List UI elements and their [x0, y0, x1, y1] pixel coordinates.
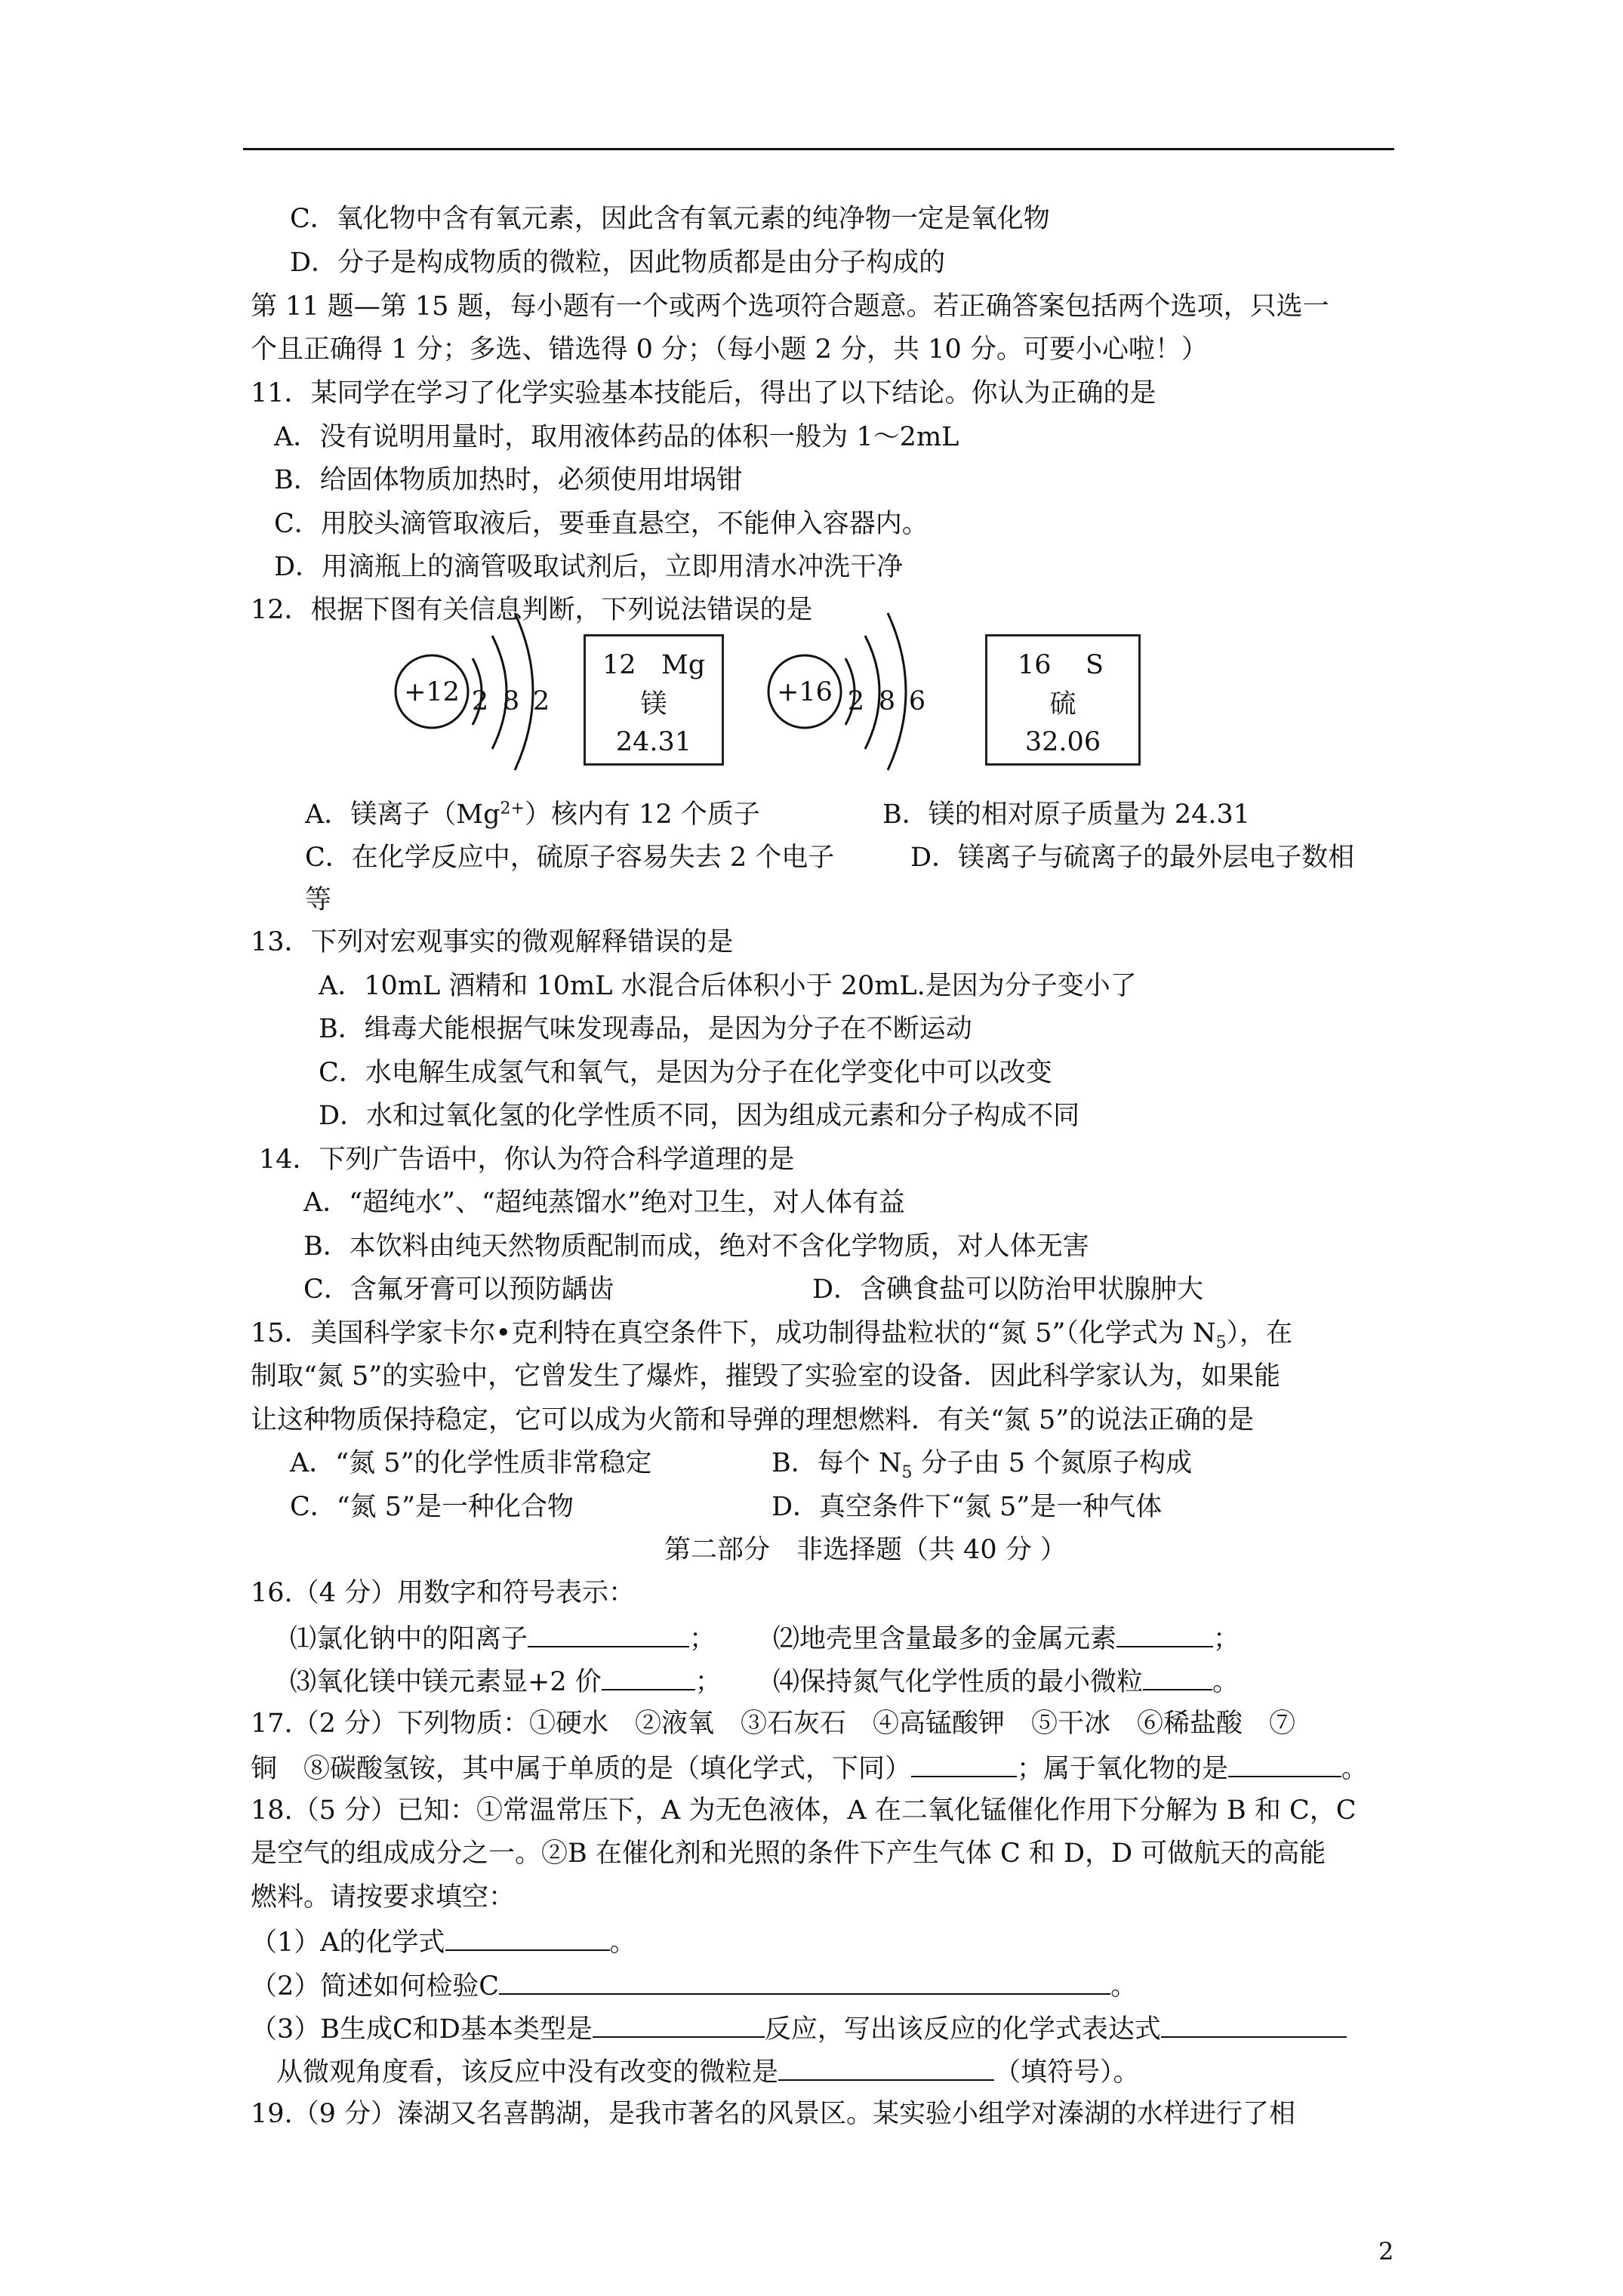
- mg-shell-count-3: 2: [532, 686, 550, 717]
- page-number: 2: [1378, 2237, 1394, 2266]
- s-shell-arc-2: [865, 636, 879, 749]
- mg-element-cell: [584, 634, 724, 766]
- s-atomic-number: 16: [1018, 650, 1052, 680]
- q13-option-a: A．10mL 酒精和 10mL 水混合后体积小于 20mL.是因为分子变小了: [319, 971, 1137, 1001]
- part2-title: 第二部分 非选择题（共 40 分 ）: [664, 1535, 1067, 1565]
- q16-item4: ⑷保持氮气化学性质的最小微粒 。: [773, 1663, 1239, 1699]
- answer-blank[interactable]: [528, 1620, 689, 1647]
- q18-line3: 燃料。请按要求填空：: [251, 1882, 516, 1912]
- q16-item2: ⑵地壳里含量最多的金属元素 ；: [773, 1620, 1240, 1656]
- mg-atomic-mass: 24.31: [615, 727, 692, 757]
- answer-blank[interactable]: [1116, 1620, 1213, 1647]
- s-atom-structure: [768, 613, 925, 770]
- q15-option-a: A．“氮 5”的化学性质非常稳定: [290, 1448, 652, 1478]
- q12-stem: 12．根据下图有关信息判断，下列说法错误的是: [251, 595, 813, 625]
- q11-option-b: B．给固体物质加热时，必须使用坩埚钳: [274, 465, 743, 495]
- answer-blank[interactable]: [445, 1924, 610, 1951]
- mg-symbol: Mg: [661, 650, 706, 680]
- q12-option-d: D．镁离子与硫离子的最外层电子数相: [910, 843, 1355, 873]
- q18-line2: 是空气的组成成分之一。②B 在催化剂和光照的条件下产生气体 C 和 D，D 可做航天的高能: [251, 1838, 1326, 1869]
- answer-blank[interactable]: [911, 1750, 1017, 1777]
- q18-sub2: （2）简述如何检验C 。: [251, 1968, 1137, 2003]
- q12-option-a: A．镁离子$(Mg^{2+})$核内有 12 个质子: [305, 799, 760, 830]
- q15-stem-line2: 制取“氮 5”的实验中，它曾发生了爆炸，摧毁了实验室的设备．因此科学家认为，如果能: [251, 1361, 1281, 1391]
- q14-option-d: D．含碘食盐可以防治甲状腺肿大: [812, 1274, 1204, 1305]
- q14-option-c: C．含氟牙膏可以预防龋齿: [303, 1274, 614, 1305]
- q15-stem-line3: 让这种物质保持稳定，它可以成为火箭和导弹的理想燃料．有关“氮 5”的说法正确的是: [251, 1405, 1255, 1435]
- q17-line2: 铜 ⑧碳酸氢铵，其中属于单质的是（填化学式，下同） ；属于氧化物的是 。: [251, 1750, 1368, 1786]
- q13-option-b: B．缉毒犬能根据气味发现毒品，是因为分子在不断运动: [319, 1014, 972, 1044]
- q17-line1: 17.（2 分）下列物质：①硬水 ②液氧 ③石灰石 ④高锰酸钾 ⑤干冰 ⑥稀盐酸 ⑦: [251, 1709, 1296, 1739]
- answer-blank[interactable]: [1161, 2011, 1347, 2038]
- q11-stem: 11．某同学在学习了化学实验基本技能后，得出了以下结论。你认为正确的是: [251, 378, 1156, 408]
- q18-line1: 18.（5 分）已知：①常温常压下，A 为无色液体，A 在二氧化锰催化作用下分解为 B 和 C，C: [251, 1795, 1357, 1826]
- q12-option-c: C．在化学反应中，硫原子容易失去 2 个电子: [305, 843, 835, 873]
- q14-option-a: A．“超纯水”、“超纯蒸馏水”绝对卫生，对人体有益: [303, 1188, 905, 1218]
- answer-blank[interactable]: [1228, 1750, 1341, 1777]
- mg-shell-count-1: 2: [471, 686, 489, 717]
- answer-blank[interactable]: [602, 1663, 695, 1690]
- q11-option-d: D．用滴瓶上的滴管吸取试剂后，立即用清水冲洗干净: [274, 552, 904, 582]
- s-nucleus-charge: +16: [777, 677, 833, 707]
- q14-option-b: B．本饮料由纯天然物质配制而成，绝对不含化学物质，对人体无害: [303, 1231, 1089, 1262]
- q13-option-d: D．水和过氧化氢的化学性质不同，因为组成元素和分子构成不同: [319, 1101, 1080, 1131]
- q18-sub3: （3）B生成C和D基本类型是 反应，写出该反应的化学式表达式: [251, 2011, 1347, 2046]
- answer-blank[interactable]: [593, 2011, 765, 2038]
- s-shell-count-3: 6: [908, 686, 926, 717]
- q11-option-a: A．没有说明用量时，取用液体药品的体积一般为 1～2mL: [274, 422, 959, 452]
- mg-nucleus-charge: +12: [404, 677, 460, 707]
- mg-atom-structure: [396, 613, 550, 770]
- answer-blank[interactable]: [778, 2054, 994, 2081]
- s-shell-count-2: 8: [878, 686, 896, 717]
- mg-shell-count-2: 8: [502, 686, 520, 717]
- mg-atomic-number: 12: [602, 650, 636, 680]
- q16-item1: ⑴氯化钠中的阳离子 ；: [290, 1620, 716, 1656]
- section-note-line2: 个且正确得 1 分；多选、错选得 0 分；（每小题 2 分，共 10 分。可要小心啦！）: [251, 334, 1208, 365]
- q16-stem: 16.（4 分）用数字和符号表示：: [251, 1578, 636, 1608]
- q16-item3: ⑶氧化镁中镁元素显+2 价 ；: [290, 1663, 722, 1699]
- answer-blank[interactable]: [1143, 1663, 1212, 1690]
- q15-option-c: C．“氮 5”是一种化合物: [290, 1492, 574, 1522]
- q18-sub3-line2: 从微观角度看，该反应中没有改变的微粒是 （填符号）。: [276, 2054, 1140, 2089]
- s-atomic-mass: 32.06: [1024, 727, 1101, 757]
- answer-blank[interactable]: [499, 1968, 1110, 1995]
- s-name: 硫: [1049, 689, 1076, 720]
- s-element-cell: [985, 634, 1141, 766]
- q18-sub1: （1）A的化学式 。: [251, 1924, 636, 1959]
- q11-option-c: C．用胶头滴管取液后，要垂直悬空，不能伸入容器内。: [274, 509, 929, 539]
- q13-stem: 13．下列对宏观事实的微观解释错误的是: [251, 927, 734, 957]
- q10-option-c: C．氧化物中含有氧元素，因此含有氧元素的纯净物一定是氧化物: [290, 204, 1050, 234]
- s-shell-count-1: 2: [847, 686, 865, 717]
- q12-option-b: B．镁的相对原子质量为 24.31: [882, 800, 1251, 830]
- q10-option-d: D．分子是构成物质的微粒，因此物质都是由分子构成的: [290, 248, 946, 278]
- q12-option-d-cont: 等: [305, 885, 332, 915]
- q15-option-d: D．真空条件下“氮 5”是一种气体: [771, 1492, 1163, 1522]
- q19-line1: 19.（9 分）溱湖又名喜鹊湖，是我市著名的风景区。某实验小组学对溱湖的水样进行了相: [251, 2099, 1296, 2129]
- q13-option-c: C．水电解生成氢气和氧气，是因为分子在化学变化中可以改变: [319, 1058, 1052, 1088]
- q15-stem-line1: 15．美国科学家卡尔•克利特在真空条件下，成功制得盐粒状的“氮 5”（化学式为 $N_5$），在: [251, 1318, 1293, 1352]
- q15-option-b: B．每个 $N_5$ 分子由 5 个氮原子构成: [771, 1448, 1193, 1482]
- mg-name: 镁: [640, 689, 667, 720]
- section-note-line1: 第 11 题—第 15 题，每小题有一个或两个选项符合题意。若正确答案包括两个选项，只选一: [251, 291, 1329, 322]
- q14-stem: 14．下列广告语中，你认为符合科学道理的是: [259, 1145, 795, 1175]
- s-symbol: S: [1086, 650, 1104, 680]
